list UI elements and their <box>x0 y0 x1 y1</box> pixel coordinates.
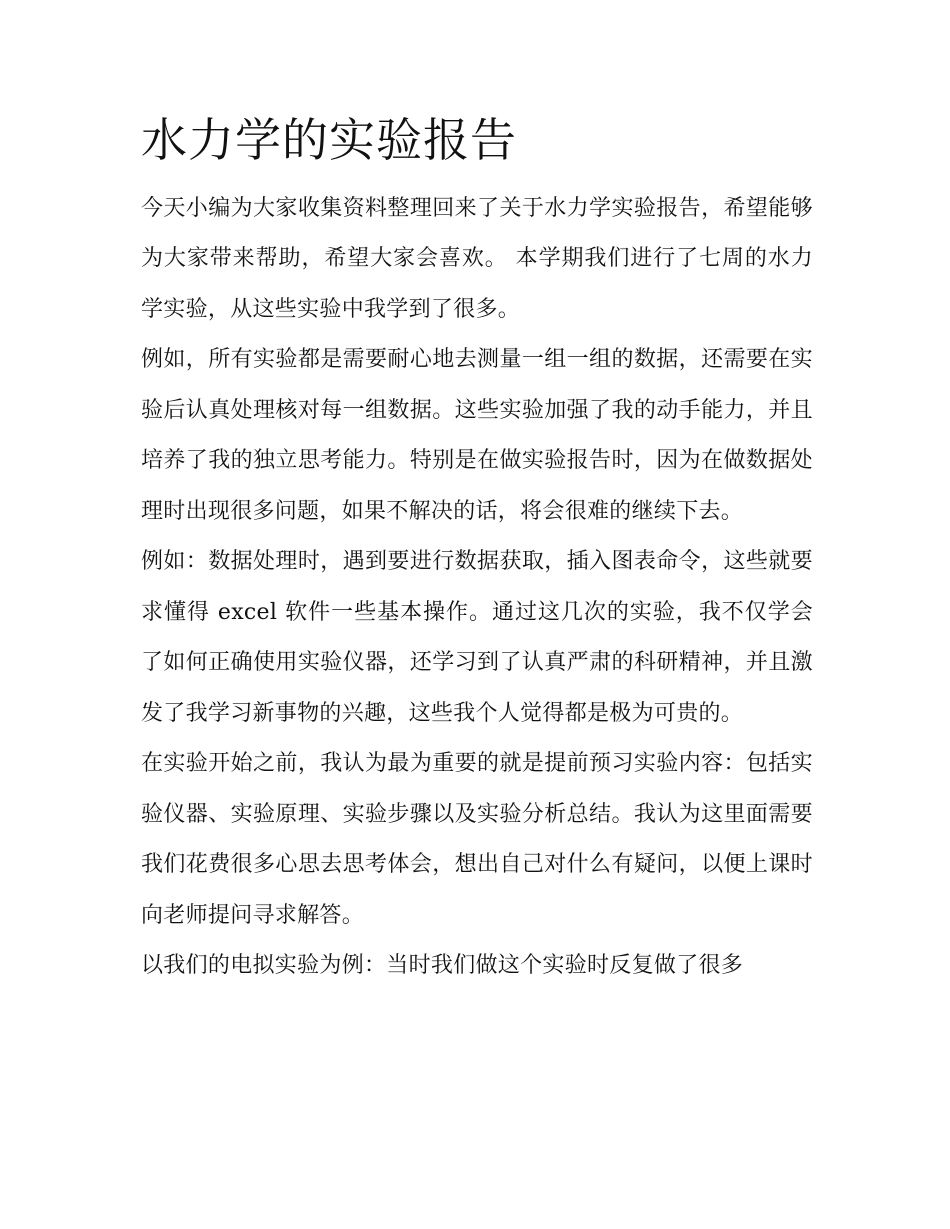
paragraph-intro: 今天小编为大家收集资料整理回来了关于水力学实验报告，希望能够为大家带来帮助，希望大家会喜欢。 本学期我们进行了七周的水力学实验，从这些实验中我学到了很多。 <box>141 195 813 322</box>
paragraph-preview: 在实验开始之前，我认为最为重要的就是提前预习实验内容：包括实验仪器、实验原理、实验步骤以及实验分析总结。我认为这里面需要我们花费很多心思去思考体会，想出自己对什么有疑问，以便上课时向老师提问寻求解答。 <box>141 751 813 928</box>
paragraph-measurement: 例如，所有实验都是需要耐心地去测量一组一组的数据，还需要在实验后认真处理核对每一组数据。这些实验加强了我的动手能力，并且培养了我的独立思考能力。特别是在做实验报告时，因为在做数据处理时出现很多问题，如果不解决的话，将会很难的继续下去。 <box>141 347 813 524</box>
document-page <box>141 112 813 992</box>
paragraph-example: 以我们的电拟实验为例：当时我们做这个实验时反复做了很多 <box>141 953 744 978</box>
paragraph-data-processing: 例如：数据处理时，遇到要进行数据获取，插入图表命令，这些就要求懂得 excel 软件一些基本操作。通过这几次的实验，我不仅学会了如何正确使用实验仪器，还学习到了认真严肃的科研精神，并且激发了我学习新事物的兴趣，这些我个人觉得都是极为可贵的。 <box>141 549 813 726</box>
document-title: 水力学的实验报告 <box>141 113 517 167</box>
